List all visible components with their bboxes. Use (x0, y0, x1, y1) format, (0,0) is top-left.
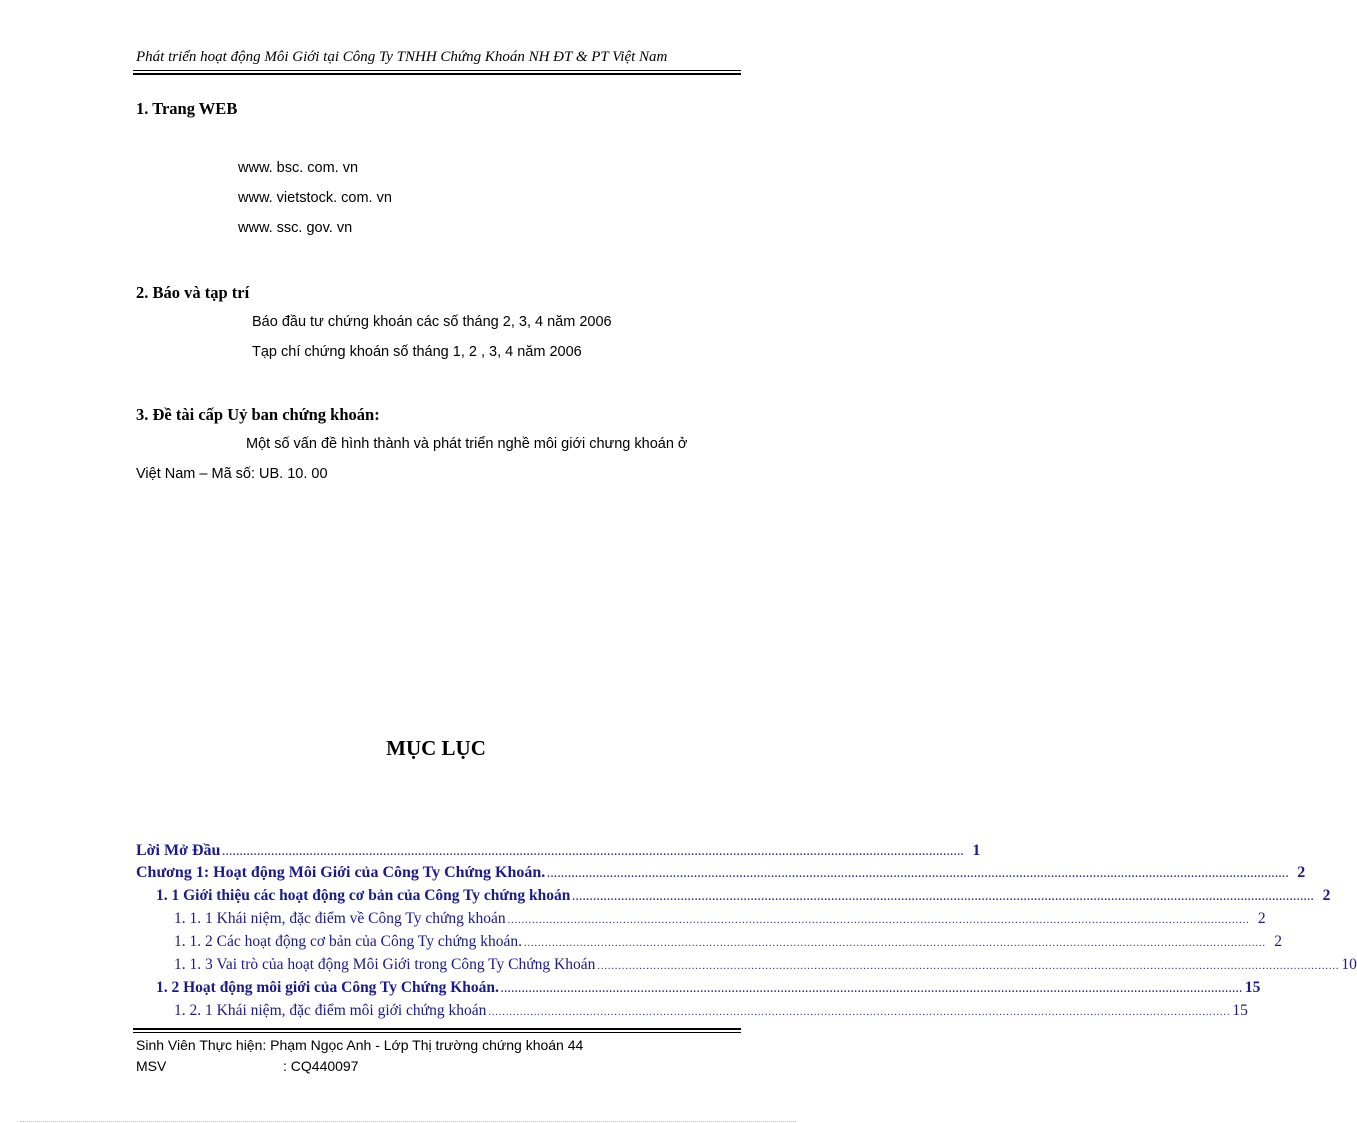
toc-entry-page: 1 (972, 842, 981, 859)
toc-title: MỤC LỤC (386, 736, 486, 760)
footer-rule-thick (133, 1028, 741, 1030)
toc-entry[interactable] (136, 842, 981, 860)
toc-entry[interactable] (136, 979, 1261, 997)
thesis-line-1: Một số vấn đề hình thành và phát triển nghề môi giới chưng khoán ở (246, 436, 688, 452)
toc-entry-label: 1. 2 Hoạt động môi giới của Công Ty Chứng Khoán. (156, 979, 499, 996)
toc-leader: .................................................................................................................................................................................................................... (597, 961, 1340, 972)
toc-entry-page: 15 (1244, 979, 1261, 996)
toc-leader: .................................................................................................................................................................................................................... (572, 892, 1315, 903)
toc-entry[interactable] (136, 1002, 1248, 1020)
section-press-heading: 2. Báo và tạp trí (136, 283, 250, 302)
footer-student-line: Sinh Viên Thực hiện: Phạm Ngọc Anh - Lớp Thị trường chứng khoán 44 (136, 1037, 584, 1053)
toc-entry-page: 10 (1341, 956, 1357, 973)
toc-entry-label: 1. 2. 1 Khái niệm, đặc điểm môi giới chứng khoán (174, 1002, 487, 1019)
footer-rule-thin (133, 1032, 741, 1033)
toc-entry[interactable] (136, 910, 1266, 928)
toc-leader: .................................................................................................................................................................................................................... (222, 847, 965, 858)
toc-entry-page: 2 (1274, 933, 1282, 950)
toc-entry[interactable] (136, 933, 1282, 951)
section-web-heading: 1. Trang WEB (136, 99, 238, 118)
toc-entry-page: 2 (1297, 864, 1306, 881)
toc-leader: .................................................................................................................................................................................................................... (507, 915, 1250, 926)
toc-entry[interactable] (136, 887, 1331, 905)
web-link-bsc[interactable]: www. bsc. com. vn (238, 160, 359, 176)
toc-leader: .................................................................................................................................................................................................................... (547, 869, 1290, 880)
header-rule-thin (133, 70, 741, 71)
toc-entry[interactable] (136, 864, 1306, 882)
thesis-line-2: Việt Nam – Mã số: UB. 10. 00 (136, 466, 328, 482)
toc-entry[interactable] (136, 956, 1357, 974)
web-link-vietstock[interactable]: www. vietstock. com. vn (238, 190, 392, 206)
toc-leader: .................................................................................................................................................................................................................... (523, 938, 1266, 949)
footer-msv-value: : CQ440097 (283, 1058, 359, 1074)
header-rule-thick (133, 73, 741, 75)
toc-entry-label: 1. 1. 1 Khái niệm, đặc điểm về Công Ty chứng khoán (174, 910, 506, 927)
section-thesis-heading: 3. Đề tài cấp Uỷ ban chứng khoán: (136, 405, 380, 424)
toc-entry-page: 2 (1322, 887, 1331, 904)
footer-msv-label: MSV (136, 1058, 167, 1074)
toc-entry-page: 15 (1232, 1002, 1248, 1019)
toc-entry-label: 1. 1. 3 Vai trò của hoạt động Môi Giới trong Công Ty Chứng Khoán (174, 956, 596, 973)
toc-entry-label: 1. 1. 2 Các hoạt động cơ bản của Công Ty chứng khoán. (174, 933, 522, 950)
toc-entry-label: 1. 1 Giới thiệu các hoạt động cơ bản của Công Ty chứng khoán (156, 887, 571, 904)
press-item-magazine: Tạp chí chứng khoán số tháng 1, 2 , 3, 4 năm 2006 (252, 344, 582, 360)
toc-entry-label: Lời Mở Đầu (136, 842, 221, 859)
press-item-newspaper: Báo đầu tư chứng khoán các số tháng 2, 3, 4 năm 2006 (252, 314, 612, 330)
toc-leader: .................................................................................................................................................................................................................... (488, 1007, 1231, 1018)
toc-entry-label: Chương 1: Hoạt động Môi Giới của Công Ty Chứng Khoán. (136, 864, 546, 881)
page-bottom-dotted-border (20, 1121, 796, 1122)
page-header: Phát triển hoạt động Môi Giới tại Công Ty TNHH Chứng Khoán NH ĐT & PT Việt Nam (136, 49, 668, 65)
table-of-contents (136, 842, 1357, 1022)
web-link-ssc[interactable]: www. ssc. gov. vn (238, 220, 353, 236)
toc-leader: .................................................................................................................................................................................................................... (500, 984, 1243, 995)
toc-entry-page: 2 (1257, 910, 1266, 927)
